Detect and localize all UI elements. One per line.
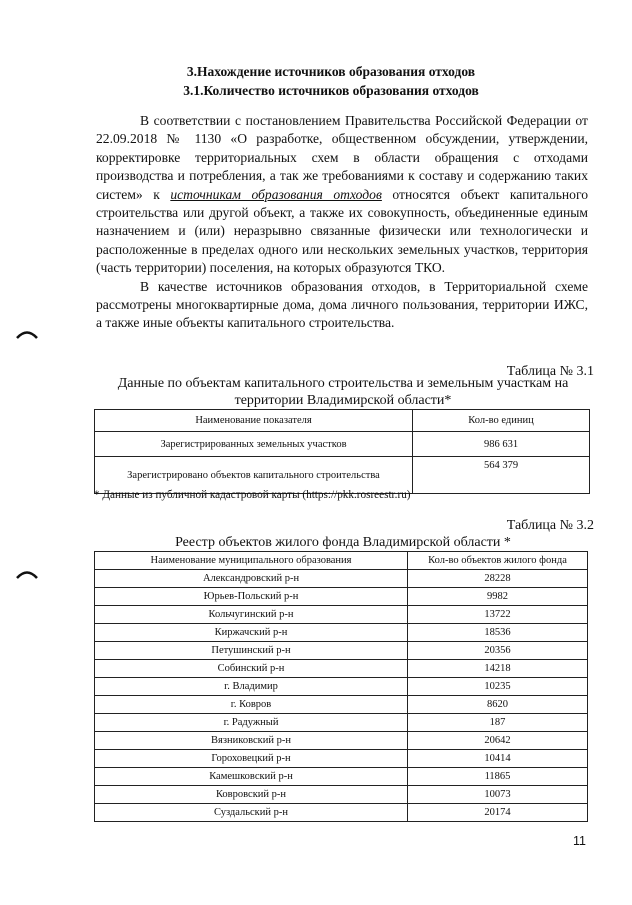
table-row (95, 606, 588, 624)
table-3-1-title: Данные по объектам капитального строительства и земельным участкам на территории Владимирской области* (117, 376, 569, 408)
table-row (95, 642, 588, 660)
table-cell: г. Владимир (95, 678, 408, 696)
subsection-heading: 3.1.Количество источников образования отходов (183, 83, 479, 98)
binding-hole-mark (16, 569, 38, 579)
table-cell: 10235 (408, 678, 588, 696)
table-cell: Зарегистрированных земельных участков (95, 432, 413, 457)
table-row (95, 804, 588, 822)
section-heading: 3.Нахождение источников образования отходов (186, 64, 476, 79)
header-cell: Наименование показателя (95, 410, 413, 432)
table-cell: Ковровский р-н (95, 786, 408, 804)
table-3-1-number: Таблица № 3.1 (506, 364, 594, 379)
table-row (95, 732, 588, 750)
table-row (95, 570, 588, 588)
table-3-2 (94, 551, 588, 822)
table-cell: Александровский р-н (95, 570, 408, 588)
header-cell: Кол-во объектов жилого фонда (408, 552, 588, 570)
table-cell: г. Радужный (95, 714, 408, 732)
table-row (95, 768, 588, 786)
table-cell: 13722 (408, 606, 588, 624)
table-row (95, 786, 588, 804)
table-cell: 9982 (408, 588, 588, 606)
table-row (95, 588, 588, 606)
table-row (95, 678, 588, 696)
table-cell: г. Ковров (95, 696, 408, 714)
table-cell: 10073 (408, 786, 588, 804)
table-row (95, 750, 588, 768)
paragraph-1 (96, 112, 588, 278)
table-cell: Собинский р-н (95, 660, 408, 678)
table-row (95, 696, 588, 714)
paragraph-2: В качестве источников образования отходов, в Территориальной схеме рассмотрены многоквартирные дома, дома личного пользования, территории ИЖС, а также иные объекты капитального строительства. (96, 278, 588, 331)
table-cell: 10414 (408, 750, 588, 768)
table-cell: 20174 (408, 804, 588, 822)
table-cell: Вязниковский р-н (95, 732, 408, 750)
table-cell: Юрьев-Польский р-н (95, 588, 408, 606)
binding-hole-mark (16, 329, 38, 339)
table-row (95, 432, 590, 457)
table-cell: 11865 (408, 768, 588, 786)
table-3-2-number: Таблица № 3.2 (506, 518, 594, 533)
paragraph-1-end: относятся объект капитального строительства или другой объект, а также их совокупность, объединенные единым назначением и (или) неразрывно связанные физически или технологически и расположенные в пределах одного или нескольких земельных участков, территория (часть территории) поселения, на которых образуются ТКО. (96, 186, 589, 276)
table-cell: 20642 (408, 732, 588, 750)
table-cell: 8620 (408, 696, 588, 714)
table-cell: 14218 (408, 660, 588, 678)
table-footnote: * Данные из публичной кадастровой карты (https://pkk.rosreestr.ru) (94, 489, 411, 501)
body-text (96, 112, 588, 333)
table-cell: Камешковский р-н (95, 768, 408, 786)
table-cell: 187 (408, 714, 588, 732)
header-cell: Кол-во единиц (413, 410, 590, 432)
table-cell: 20356 (408, 642, 588, 660)
table-cell: 564 379 (413, 457, 590, 494)
table-header-row (95, 552, 588, 570)
table-cell: Петушинский р-н (95, 642, 408, 660)
table-cell: 28228 (408, 570, 588, 588)
table-cell: 18536 (408, 624, 588, 642)
table-cell: Зарегистрировано объектов капитального строительства (95, 457, 413, 494)
table-row (95, 457, 590, 494)
table-row (95, 660, 588, 678)
table-3-1 (94, 409, 590, 494)
table-row (95, 624, 588, 642)
page-number: 11 (573, 834, 586, 848)
table-cell: Гороховецкий р-н (95, 750, 408, 768)
section-headings (0, 62, 632, 100)
table-cell: Киржачский р-н (95, 624, 408, 642)
table-header-row (95, 410, 590, 432)
table-row (95, 714, 588, 732)
header-cell: Наименование муниципального образования (95, 552, 408, 570)
emphasized-term: источникам образования отходов (170, 186, 382, 202)
paragraph-1-start: В соответствии с постановлением Правительства Российской Федерации от 22.09.2018 № 1130 «О разработке, общественном обсуждении, утверждении, корректировке территориальных схем в области обращения с отходами производства и потребления, а так же требованиями к составу и содержанию таких систем» к (96, 113, 588, 202)
table-3-2-title: Реестр объектов жилого фонда Владимирской области * (175, 535, 511, 550)
table-cell: 986 631 (413, 432, 590, 457)
table-cell: Суздальский р-н (95, 804, 408, 822)
table-cell: Кольчугинский р-н (95, 606, 408, 624)
